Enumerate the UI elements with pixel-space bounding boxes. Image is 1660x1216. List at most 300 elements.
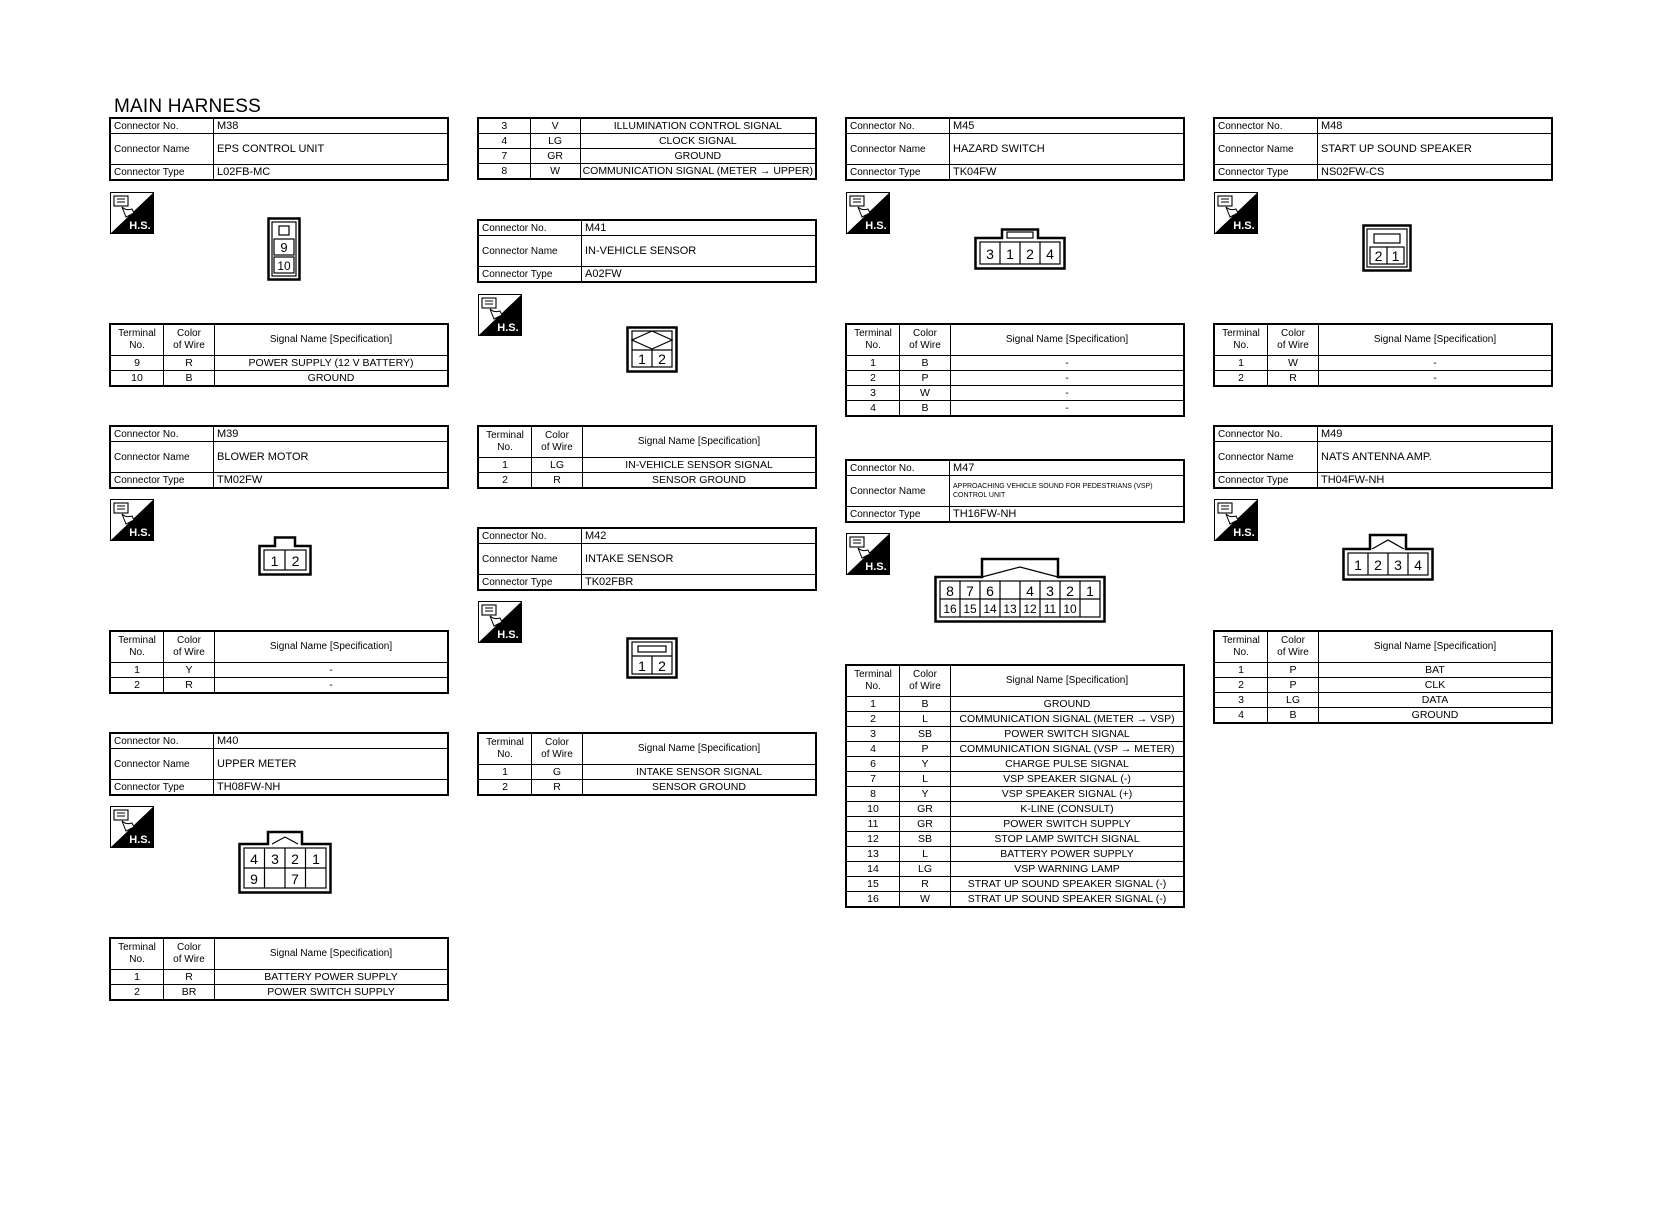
th-color [1268,324,1319,356]
signal-name-cell: K-LINE (CONSULT) [951,802,1185,817]
signal-name-cell: POWER SWITCH SUPPLY [951,817,1185,832]
pin-label: 4 [1046,246,1054,262]
pin-label: 2 [1374,557,1382,573]
connector-type-value: TK02FBR [582,575,817,591]
pin-row [110,678,448,694]
pin-label: 1 [1354,557,1362,573]
hs-label: H.S. [129,220,151,232]
signal-name-cell: ILLUMINATION CONTROL SIGNAL [580,118,816,134]
pin-row [846,817,1184,832]
th-color-line1: Color [177,635,201,646]
pin-row [846,802,1184,817]
hs-icon [1214,499,1258,541]
wire-color-cell: R [164,678,215,694]
connector-no-value: M41 [582,220,817,236]
th-color [1268,631,1319,663]
wire-color-cell: LG [900,862,951,877]
pin-label: 11 [1043,602,1057,616]
th-terminal-line1: Terminal [486,430,524,441]
pin-label: 1 [638,351,646,367]
th-terminal-line1: Terminal [118,635,156,646]
pin-row [478,780,816,796]
signal-name-cell: - [215,663,449,678]
hs-icon [110,499,154,541]
pin-label: 10 [1063,602,1077,616]
hs-label: H.S. [865,220,887,232]
th-signal: Signal Name [Specification] [215,938,449,970]
label-connector-type: Connector Type [846,507,950,523]
connector-name-value: HAZARD SWITCH [950,134,1185,165]
pin-table-m42 [477,732,817,796]
th-signal: Signal Name [Specification] [583,733,817,765]
pin-row [478,458,816,473]
pin-row [1214,356,1552,371]
terminal-cell: 2 [110,985,164,1001]
connector-name-value: IN-VEHICLE SENSOR [582,236,817,267]
pin-label: 3 [986,246,994,262]
connector-no-value: M49 [1318,426,1553,442]
signal-name-cell: VSP SPEAKER SIGNAL (-) [951,772,1185,787]
connector-type-value: A02FW [582,267,817,283]
wire-color-cell: P [1268,663,1319,678]
pin-label: 8 [946,583,954,599]
connector-diagram-m41 [626,326,678,373]
pin-label: 14 [983,602,997,616]
th-color-line2: of Wire [173,954,205,965]
terminal-cell: 10 [110,371,164,387]
pin-row [1214,708,1552,724]
th-color-line1: Color [545,737,569,748]
wire-color-cell: Y [164,663,215,678]
th-terminal [110,631,164,663]
wire-color-cell: L [900,847,951,862]
connector-header-m49 [1213,425,1553,489]
label-connector-name: Connector Name [478,236,582,267]
th-terminal-line2: No. [497,442,513,453]
pin-row [110,356,448,371]
pin-row [846,832,1184,847]
signal-name-cell: CLOCK SIGNAL [580,134,816,149]
terminal-cell: 2 [846,712,900,727]
th-terminal-line2: No. [1233,647,1249,658]
connector-name-value: NATS ANTENNA AMP. [1318,442,1553,473]
signal-name-cell: - [951,401,1185,417]
terminal-cell: 1 [478,765,532,780]
pin-label: 2 [1374,248,1383,264]
pin-table-m40-continued [477,117,817,180]
label-connector-type: Connector Type [478,575,582,591]
th-color [900,665,951,697]
th-color-line1: Color [177,942,201,953]
label-connector-no: Connector No. [110,118,214,134]
label-connector-name: Connector Name [478,544,582,575]
wire-color-cell: W [900,892,951,908]
pin-row [846,386,1184,401]
pin-label: 1 [1391,248,1400,264]
signal-name-cell: CLK [1319,678,1553,693]
connector-type-value: NS02FW-CS [1318,165,1553,181]
terminal-cell: 6 [846,757,900,772]
label-connector-no: Connector No. [1214,118,1318,134]
connector-no-value: M48 [1318,118,1553,134]
terminal-cell: 4 [1214,708,1268,724]
terminal-cell: 4 [846,401,900,417]
hs-icon [1214,192,1258,234]
pin-table-m48 [1213,323,1553,387]
pin-label: 3 [1046,583,1054,599]
th-terminal [478,733,532,765]
terminal-cell: 14 [846,862,900,877]
terminal-cell: 1 [478,458,532,473]
wire-color-cell: R [532,473,583,489]
pin-label: 2 [658,351,666,367]
th-signal: Signal Name [Specification] [583,426,817,458]
th-terminal [478,426,532,458]
wire-color-cell: B [900,356,951,371]
pin-label: 4 [1026,583,1034,599]
th-terminal-line2: No. [865,681,881,692]
signal-name-cell: VSP WARNING LAMP [951,862,1185,877]
pin-row [478,118,816,134]
connector-type-value: TK04FW [950,165,1185,181]
signal-name-cell: COMMUNICATION SIGNAL (METER → VSP) [951,712,1185,727]
pin-label: 6 [986,583,994,599]
pin-row [110,371,448,387]
wire-color-cell: GR [530,149,580,164]
signal-name-cell: SENSOR GROUND [583,780,817,796]
pin-row [846,862,1184,877]
signal-name-cell: POWER SUPPLY (12 V BATTERY) [215,356,449,371]
hs-icon [110,192,154,234]
pin-row [846,877,1184,892]
signal-name-cell: COMMUNICATION SIGNAL (METER → UPPER) [580,164,816,180]
connector-header-m38 [109,117,449,181]
connector-diagram-m42 [626,637,678,679]
pin-label: 7 [291,871,299,887]
th-signal: Signal Name [Specification] [1319,324,1553,356]
pin-label: 1 [1086,583,1094,599]
signal-name-cell: COMMUNICATION SIGNAL (VSP → METER) [951,742,1185,757]
pin-label: 9 [280,240,288,255]
wire-color-cell: W [1268,356,1319,371]
signal-name-cell: - [951,356,1185,371]
pin-row [846,356,1184,371]
terminal-cell: 2 [846,371,900,386]
connector-no-value: M47 [950,460,1185,476]
hs-icon [478,294,522,336]
signal-name-cell: STRAT UP SOUND SPEAKER SIGNAL (-) [951,877,1185,892]
connector-diagram-m40 [238,830,332,894]
terminal-cell: 2 [478,780,532,796]
hs-label: H.S. [865,561,887,573]
connector-diagram-m48 [1362,224,1412,272]
label-connector-name: Connector Name [1214,134,1318,165]
terminal-cell: 7 [478,149,530,164]
label-connector-name: Connector Name [110,749,214,780]
terminal-cell: 2 [478,473,532,489]
wire-color-cell: SB [900,832,951,847]
pin-row [1214,678,1552,693]
pin-row [1214,693,1552,708]
pin-label: 1 [1006,246,1014,262]
label-connector-name: Connector Name [846,476,950,507]
th-terminal-line1: Terminal [854,669,892,680]
hs-label: H.S. [497,322,519,334]
wire-color-cell: SB [900,727,951,742]
label-connector-name: Connector Name [846,134,950,165]
signal-name-cell: GROUND [215,371,449,387]
pin-row [846,892,1184,908]
pin-label: 1 [638,658,646,674]
th-terminal [110,938,164,970]
pin-label: 15 [963,602,977,616]
pin-row [478,149,816,164]
label-connector-type: Connector Type [478,267,582,283]
hs-icon [846,192,890,234]
connector-no-value: M39 [214,426,449,442]
wire-color-cell: R [164,970,215,985]
pin-row [846,371,1184,386]
hs-icon [846,533,890,575]
signal-name-cell: - [951,371,1185,386]
signal-name-cell: SENSOR GROUND [583,473,817,489]
pin-label: 2 [1066,583,1074,599]
wire-color-cell: GR [900,802,951,817]
connector-name-value: APPROACHING VEHICLE SOUND FOR PEDESTRIANS (VSP) CONTROL UNIT [950,476,1185,507]
connector-type-value: TM02FW [214,473,449,489]
terminal-cell: 8 [478,164,530,180]
pin-label: 2 [291,851,299,867]
terminal-cell: 1 [1214,663,1268,678]
th-color-line1: Color [545,430,569,441]
connector-name-value: INTAKE SENSOR [582,544,817,575]
connector-name-value: UPPER METER [214,749,449,780]
th-color-line2: of Wire [173,340,205,351]
hs-label: H.S. [1233,220,1255,232]
wire-color-cell: GR [900,817,951,832]
signal-name-cell: BATTERY POWER SUPPLY [951,847,1185,862]
signal-name-cell: - [1319,371,1553,387]
label-connector-type: Connector Type [1214,473,1318,489]
signal-name-cell: POWER SWITCH SUPPLY [215,985,449,1001]
wire-color-cell: R [900,877,951,892]
pin-row [846,757,1184,772]
pin-row [1214,371,1552,387]
th-color-line2: of Wire [541,749,573,760]
wire-color-cell: R [1268,371,1319,387]
terminal-cell: 7 [846,772,900,787]
wire-color-cell: P [900,371,951,386]
connector-no-value: M42 [582,528,817,544]
connector-header-m42 [477,527,817,591]
wire-color-cell: LG [532,458,583,473]
pin-label: 7 [966,583,974,599]
wire-color-cell: P [1268,678,1319,693]
th-color [164,938,215,970]
pin-row [1214,663,1552,678]
connector-no-value: M45 [950,118,1185,134]
signal-name-cell: STRAT UP SOUND SPEAKER SIGNAL (-) [951,892,1185,908]
connector-type-value: TH16FW-NH [950,507,1185,523]
pin-label: 16 [943,602,957,616]
th-terminal-line2: No. [497,749,513,760]
wire-color-cell: Y [900,787,951,802]
signal-name-cell: GROUND [1319,708,1553,724]
th-color-line1: Color [177,328,201,339]
th-signal: Signal Name [Specification] [215,631,449,663]
label-connector-no: Connector No. [110,733,214,749]
terminal-cell: 3 [1214,693,1268,708]
terminal-cell: 12 [846,832,900,847]
signal-name-cell: INTAKE SENSOR SIGNAL [583,765,817,780]
connector-diagram-m45 [974,228,1066,270]
label-connector-no: Connector No. [846,118,950,134]
th-terminal-line2: No. [1233,340,1249,351]
connector-diagram-m39 [258,536,312,576]
connector-header-m48 [1213,117,1553,181]
hs-label: H.S. [1233,527,1255,539]
terminal-cell: 1 [846,356,900,371]
th-terminal [110,324,164,356]
th-terminal [1214,631,1268,663]
pin-row [846,847,1184,862]
pin-label: 4 [250,851,258,867]
pin-row [846,727,1184,742]
connector-no-value: M38 [214,118,449,134]
terminal-cell: 2 [110,678,164,694]
th-color-line2: of Wire [909,681,941,692]
terminal-cell: 4 [478,134,530,149]
th-signal: Signal Name [Specification] [1319,631,1553,663]
terminal-cell: 8 [846,787,900,802]
wire-color-cell: LG [1268,693,1319,708]
label-connector-type: Connector Type [110,780,214,796]
th-color [900,324,951,356]
wire-color-cell: LG [530,134,580,149]
wire-color-cell: B [1268,708,1319,724]
signal-name-cell: - [1319,356,1553,371]
label-connector-no: Connector No. [478,528,582,544]
pin-row [846,697,1184,712]
signal-name-cell: IN-VEHICLE SENSOR SIGNAL [583,458,817,473]
connector-header-m45 [845,117,1185,181]
th-terminal-line2: No. [129,954,145,965]
pin-table-m41 [477,425,817,489]
signal-name-cell: VSP SPEAKER SIGNAL (+) [951,787,1185,802]
th-terminal-line2: No. [129,340,145,351]
th-terminal-line1: Terminal [118,942,156,953]
page-title: MAIN HARNESS [114,96,262,117]
connector-type-value: TH08FW-NH [214,780,449,796]
pin-label: 2 [658,658,666,674]
th-color-line2: of Wire [541,442,573,453]
pin-table-m40 [109,937,449,1001]
wire-color-cell: W [530,164,580,180]
th-color [164,324,215,356]
connector-name-value: EPS CONTROL UNIT [214,134,449,165]
terminal-cell: 11 [846,817,900,832]
pin-label: 2 [1026,246,1034,262]
connector-header-m47 [845,459,1185,523]
pin-row [110,663,448,678]
pin-row [478,473,816,489]
pin-table-m39 [109,630,449,694]
wire-color-cell: Y [900,757,951,772]
signal-name-cell: STOP LAMP SWITCH SIGNAL [951,832,1185,847]
label-connector-type: Connector Type [110,165,214,181]
connector-header-m39 [109,425,449,489]
label-connector-type: Connector Type [110,473,214,489]
terminal-cell: 15 [846,877,900,892]
connector-type-value: L02FB-MC [214,165,449,181]
wire-color-cell: BR [164,985,215,1001]
wire-color-cell: V [530,118,580,134]
connector-diagram-m47 [934,557,1106,623]
th-color-line1: Color [1281,635,1305,646]
pin-row [478,134,816,149]
pin-table-m49 [1213,630,1553,724]
th-terminal-line1: Terminal [1222,635,1260,646]
th-color-line1: Color [1281,328,1305,339]
terminal-cell: 1 [110,970,164,985]
th-color-line1: Color [913,669,937,680]
label-connector-name: Connector Name [110,442,214,473]
terminal-cell: 1 [846,697,900,712]
th-color [164,631,215,663]
pin-label: 1 [312,851,320,867]
th-terminal-line1: Terminal [854,328,892,339]
signal-name-cell: GROUND [580,149,816,164]
pin-label: 2 [291,553,300,569]
th-signal: Signal Name [Specification] [951,665,1185,697]
terminal-cell: 4 [846,742,900,757]
signal-name-cell: DATA [1319,693,1553,708]
connector-diagram-m38 [267,217,301,281]
terminal-cell: 2 [1214,371,1268,387]
pin-table-m47 [845,664,1185,908]
th-terminal-line1: Terminal [118,328,156,339]
signal-name-cell: - [215,678,449,694]
pin-row [110,985,448,1001]
terminal-cell: 13 [846,847,900,862]
th-color-line2: of Wire [1277,647,1309,658]
th-terminal-line1: Terminal [486,737,524,748]
signal-name-cell: CHARGE PULSE SIGNAL [951,757,1185,772]
label-connector-name: Connector Name [110,134,214,165]
terminal-cell: 1 [1214,356,1268,371]
label-connector-type: Connector Type [1214,165,1318,181]
pin-label: 3 [271,851,279,867]
connector-name-value: START UP SOUND SPEAKER [1318,134,1553,165]
pin-row [846,772,1184,787]
pin-label: 10 [277,259,291,273]
terminal-cell: 16 [846,892,900,908]
pin-label: 3 [1394,557,1402,573]
th-color-line2: of Wire [909,340,941,351]
th-terminal [1214,324,1268,356]
terminal-cell: 9 [110,356,164,371]
wire-color-cell: P [900,742,951,757]
hs-label: H.S. [129,527,151,539]
label-connector-type: Connector Type [846,165,950,181]
terminal-cell: 1 [110,663,164,678]
terminal-cell: 3 [846,386,900,401]
pin-row [478,765,816,780]
wire-color-cell: W [900,386,951,401]
signal-name-cell: BATTERY POWER SUPPLY [215,970,449,985]
pin-label: 13 [1003,602,1017,616]
pin-row [846,401,1184,417]
